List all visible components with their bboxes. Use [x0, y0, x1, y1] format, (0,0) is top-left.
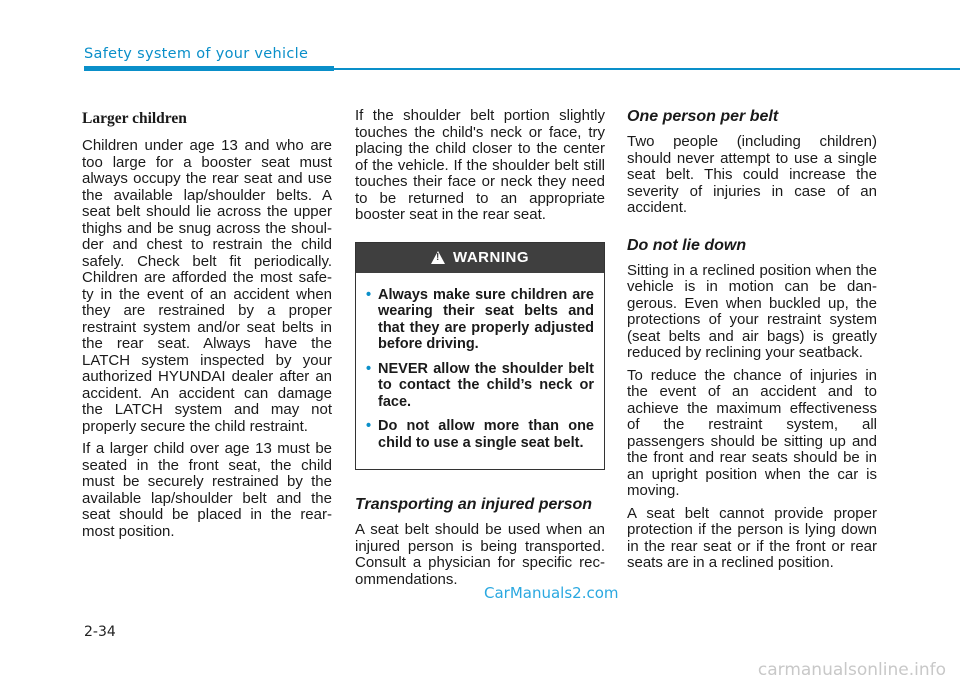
heading-transporting-injured: Transporting an injured person — [355, 496, 593, 513]
column-2 — [355, 108, 605, 594]
warning-box — [355, 242, 605, 471]
header-rule-thin — [334, 68, 960, 70]
paragraph: Sitting in a reclined position when the vehicle is in motion can be dan-gerous. Even when buckled up, the protections of your restraint system (seat belts and air bags) is greatly reduced by reclining your seatback. — [627, 261, 877, 361]
paragraph: Two people (including children) should never attempt to use a single seat belt. This could increase the severity of injuries in case of an accident. — [627, 133, 877, 216]
paragraph: To reduce the chance of injuries in the event of an accident and to achieve the maximum effectiveness of the restraint system, all passengers should be sitting up and the front and rear seats should be in an upright position when the car is moving. — [627, 366, 877, 499]
paragraph: If a larger child over age 13 must be seated in the front seat, the child must be securely restrained by the available lap/shoulder belt and the seat should be placed in the rear-most position. — [82, 440, 332, 540]
page-number: 2-34 — [84, 624, 116, 640]
header-rule-thick — [84, 66, 334, 71]
warning-title: WARNING — [453, 249, 529, 266]
paragraph: A seat belt should be used when an injured person is being transported. Consult a physician for specific rec-ommendations. — [355, 521, 605, 588]
paragraph: A seat belt cannot provide proper protection if the person is lying down in the rear seat or if the front or rear seats are in a reclined position. — [627, 504, 877, 571]
paragraph: Children under age 13 and who are too large for a booster seat must always occupy the rear seat and use the available lap/shoulder belts. A seat belt should lie across the upper thighs and be snug across the shoul-der and chest to restrain the child safely. Check belt fit periodically. Children are afforded the most safe-ty in the event of an accident when they are restrained by a proper restraint system and/or seat belts in the rear seat. Always have the LATCH system inspected by your authorized HYUNDAI dealer after an accident. An accident can damage the LATCH system and may not properly secure the child restraint. — [82, 137, 332, 435]
warning-item: • Always make sure children are wearing their seat belts and that they are properly adjusted before driving. — [366, 287, 594, 353]
warning-list — [356, 273, 604, 470]
heading-one-person-per-belt: One person per belt — [627, 108, 779, 125]
column-1 — [82, 108, 332, 546]
column-3 — [627, 108, 877, 578]
heading-larger-children: Larger children — [82, 110, 187, 127]
heading-do-not-lie-down: Do not lie down — [627, 236, 747, 254]
warning-triangle-icon — [431, 251, 445, 264]
paragraph: If the shoulder belt portion slightly touches the child's neck or face, try placing the child closer to the center of the vehicle. If the shoulder belt still touches their face or neck they need to be returned to an appropriate booster seat in the rear seat. — [355, 107, 605, 223]
warning-header — [356, 243, 604, 273]
watermark-link[interactable]: CarManuals2.com — [484, 584, 619, 602]
footer-watermark: carmanualsonline.info — [757, 660, 946, 680]
section-title: Safety system of your vehicle — [84, 46, 309, 62]
warning-item: • NEVER allow the shoulder belt to contact the child’s neck or face. — [366, 361, 594, 411]
warning-item: • Do not allow more than one child to use a single seat belt. — [366, 418, 594, 451]
